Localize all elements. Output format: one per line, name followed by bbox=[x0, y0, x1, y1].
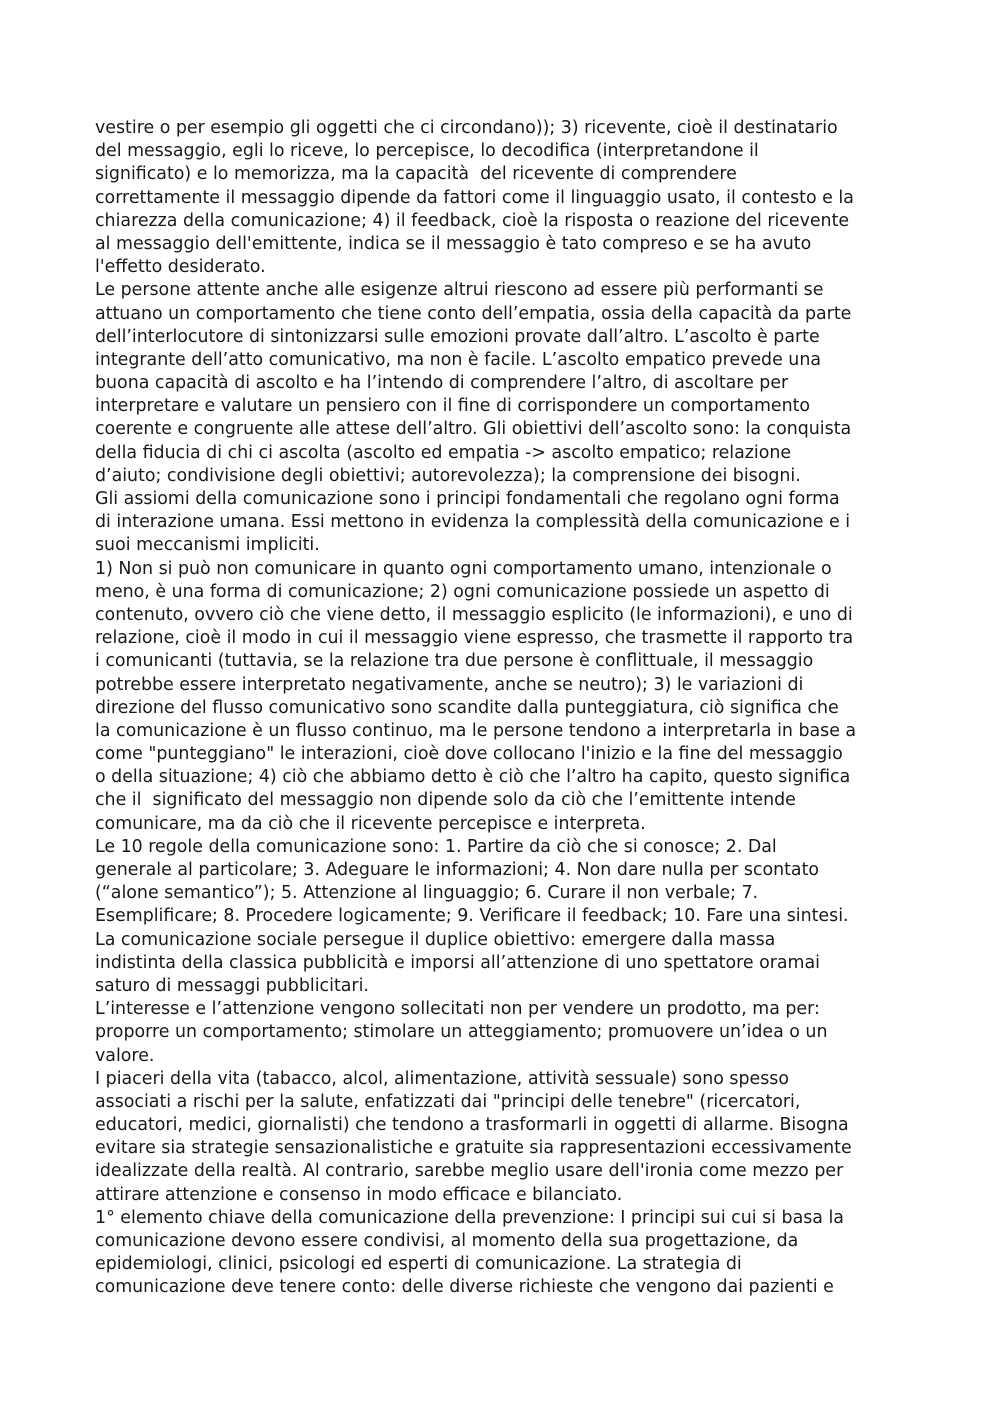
text-line: Gli assiomi della comunicazione sono i principi fondamentali che regolano ogni forma bbox=[95, 489, 840, 509]
text-line: dell’interlocutore di sintonizzarsi sulle emozioni provate dall’altro. L’ascolto è parte bbox=[95, 326, 820, 347]
text-line: associati a rischi per la salute, enfatizzati dai "principi delle tenebre" (ricercatori, bbox=[95, 1091, 801, 1112]
text-line: chiarezza della comunicazione; 4) il feedback, cioè la risposta o reazione del ricevente bbox=[95, 210, 850, 231]
text-line: suoi meccanismi impliciti. bbox=[95, 535, 320, 556]
body-text bbox=[95, 117, 910, 1300]
text-line: meno, è una forma di comunicazione; 2) ogni comunicazione possiede un aspetto di bbox=[95, 581, 830, 602]
text-line: come "punteggiano" le interazioni, cioè dove collocano l'inizio e la fine del messaggio bbox=[95, 744, 843, 765]
text-line: la comunicazione è un flusso continuo, ma le persone tendono a interpretarla in base a bbox=[95, 720, 857, 741]
text-line: evitare sia strategie sensazionalistiche e gratuite sia rappresentazioni eccessivamente bbox=[95, 1138, 852, 1159]
text-line: epidemiologi, clinici, psicologi ed esperti di comunicazione. La strategia di bbox=[95, 1254, 742, 1275]
text-line: l'effetto desiderato. bbox=[95, 257, 266, 278]
text-line: comunicare, ma da ciò che il ricevente percepisce e interpreta. bbox=[95, 813, 646, 834]
text-line: interpretare e valutare un pensiero con il fine di corrispondere un comportamento bbox=[95, 396, 811, 417]
text-line: della fiducia di chi ci ascolta (ascolto ed empatia -> ascolto empatico; relazione bbox=[95, 442, 792, 463]
text-line: buona capacità di ascolto e ha l’intendo di comprendere l’altro, di ascoltare per bbox=[95, 373, 789, 394]
text-line: generale al particolare; 3. Adeguare le informazioni; 4. Non dare nulla per scontato bbox=[95, 860, 820, 880]
text-line: indistinta della classica pubblicità e imporsi all’attenzione di uno spettatore oramai bbox=[95, 952, 820, 973]
text-line: comunicazione deve tenere conto: delle diverse richieste che vengono dai pazienti e bbox=[95, 1277, 834, 1298]
text-line: I piaceri della vita (tabacco, alcol, alimentazione, attività sessuale) sono spesso bbox=[95, 1068, 789, 1089]
text-line: che il significato del messaggio non dipende solo da ciò che l’emittente intende bbox=[95, 790, 796, 811]
text-line: valore. bbox=[95, 1045, 155, 1066]
text-line: Le persone attente anche alle esigenze altrui riescono ad essere più performanti se bbox=[95, 280, 824, 301]
text-line: Le 10 regole della comunicazione sono: 1. Partire da ciò che si conosce; 2. Dal bbox=[95, 836, 777, 857]
text-line: attuano un comportamento che tiene conto dell’empatia, ossia della capacità da parte bbox=[95, 303, 852, 324]
text-line: del messaggio, egli lo riceve, lo percepisce, lo decodifica (interpretandone il bbox=[95, 141, 759, 162]
text-line: saturo di messaggi pubblicitari. bbox=[95, 975, 369, 996]
text-line: coerente e congruente alle attese dell’altro. Gli obiettivi dell’ascolto sono: la conquista bbox=[95, 419, 852, 440]
text-line: vestire o per esempio gli oggetti che ci circondano)); 3) ricevente, cioè il destinatario bbox=[95, 118, 838, 138]
text-line: La comunicazione sociale persegue il duplice obiettivo: emergere dalla massa bbox=[95, 929, 776, 950]
text-line: (“alone semantico”); 5. Attenzione al linguaggio; 6. Curare il non verbale; 7. bbox=[95, 883, 759, 904]
text-line: correttamente il messaggio dipende da fattori come il linguaggio usato, il contesto e la bbox=[95, 187, 854, 208]
text-line: idealizzate della realtà. Al contrario, sarebbe meglio usare dell'ironia come mezzo per bbox=[95, 1161, 844, 1182]
text-line: i comunicanti (tuttavia, se la relazione tra due persone è conflittuale, il messaggio bbox=[95, 651, 814, 672]
text-line: o della situazione; 4) ciò che abbiamo detto è ciò che l’altro ha capito, questo significa bbox=[95, 767, 851, 788]
text-line: direzione del flusso comunicativo sono scandite dalla punteggiatura, ciò significa che bbox=[95, 697, 839, 718]
text-line: potrebbe essere interpretato negativamente, anche se neutro); 3) le variazioni di bbox=[95, 674, 804, 695]
text-line: al messaggio dell'emittente, indica se il messaggio è tato compreso e se ha avuto bbox=[95, 233, 812, 254]
text-line: integrante dell’atto comunicativo, ma non è facile. L’ascolto empatico prevede una bbox=[95, 349, 822, 370]
text-line: d’aiuto; condivisione degli obiettivi; autorevolezza); la comprensione dei bisogni. bbox=[95, 465, 801, 486]
text-line: di interazione umana. Essi mettono in evidenza la complessità della comunicazione e i bbox=[95, 512, 851, 533]
text-line: 1° elemento chiave della comunicazione della prevenzione: I principi sui cui si basa la bbox=[95, 1207, 844, 1228]
text-line: proporre un comportamento; stimolare un atteggiamento; promuovere un’idea o un bbox=[95, 1022, 828, 1043]
text-line: Esemplificare; 8. Procedere logicamente; 9. Verificare il feedback; 10. Fare una sintesi. bbox=[95, 906, 849, 927]
text-line: L’interesse e l’attenzione vengono sollecitati non per vendere un prodotto, ma per: bbox=[95, 999, 820, 1020]
text-line: educatori, medici, giornalisti) che tendono a trasformarli in oggetti di allarme. Bisogna bbox=[95, 1115, 849, 1136]
text-line: 1) Non si può non comunicare in quanto ogni comportamento umano, intenzionale o bbox=[95, 558, 832, 579]
text-line: contenuto, ovvero ciò che viene detto, il messaggio esplicito (le informazioni), e uno di bbox=[95, 604, 853, 625]
text-line: attirare attenzione e consenso in modo efficace e bilanciato. bbox=[95, 1184, 623, 1205]
text-line: relazione, cioè il modo in cui il messaggio viene espresso, che trasmette il rapporto tra bbox=[95, 628, 854, 649]
text-line: comunicazione devono essere condivisi, al momento della sua progettazione, da bbox=[95, 1231, 799, 1251]
text-line: significato) e lo memorizza, ma la capacità del ricevente di comprendere bbox=[95, 164, 737, 185]
